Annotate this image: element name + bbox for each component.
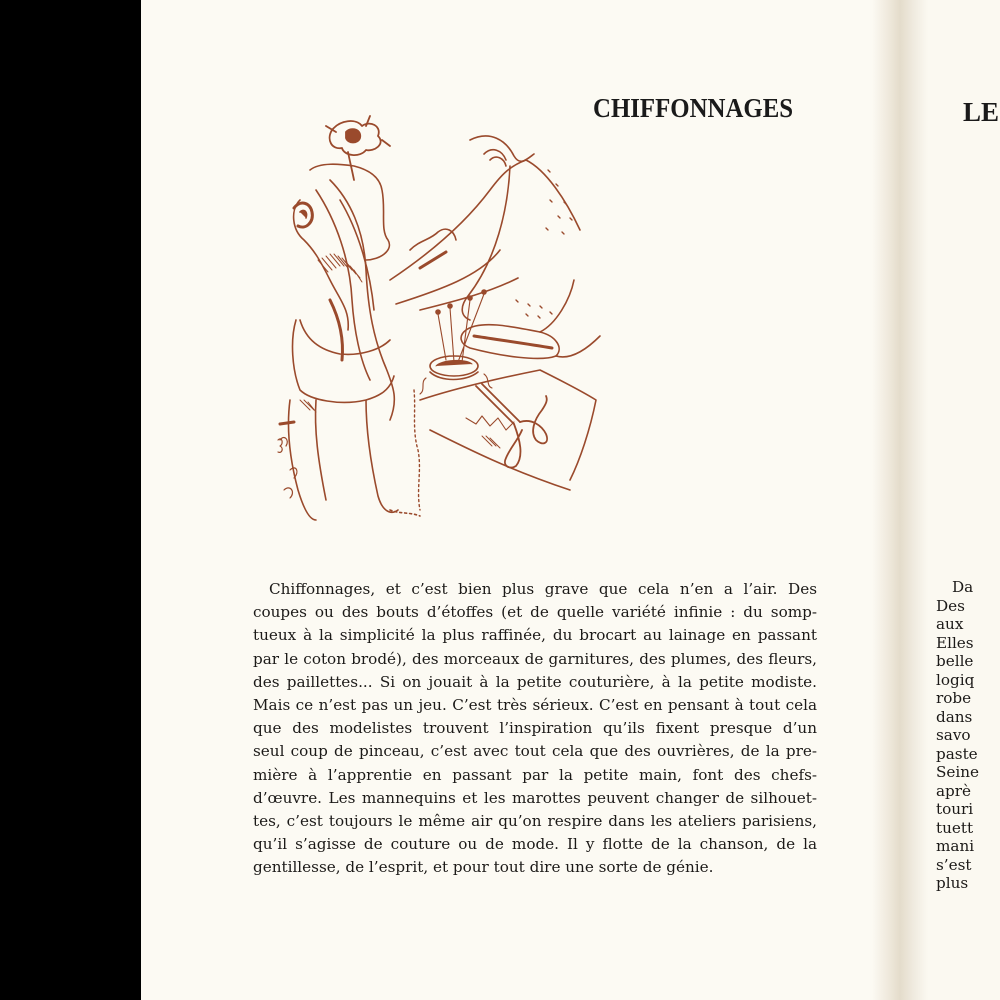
text-line: des paillettes... Si on jouait à la petite couturière, à la petite modiste. [253,672,817,691]
rose-icon [326,116,390,180]
text-line: gentillesse, de l’esprit, et pour tout dire une sorte de génie. [253,858,714,877]
text-line: Mais ce n’est pas un jeu. C’est très sérieux. C’est en pensant à tout cela [253,696,817,715]
chapter-title: CHIFFONNAGES [593,93,794,123]
book-gutter [872,0,928,1000]
text-line: mière à l’apprentie en passant par la petite main, font des chefs- [253,765,817,784]
fashion-illustration [270,100,610,530]
text-line: qu’il s’agisse de couture ou de mode. Il y flotte de la chanson, de la [253,835,817,854]
text-line: Elles [936,633,974,652]
scissors-icon [476,384,547,468]
text-line: aprè [936,781,972,800]
text-line: s’est [936,855,972,874]
text-line: Da [952,578,974,596]
text-line: coupes ou des bouts d’étoffes (et de quelle variété infinie : du somp- [253,603,817,622]
text-line: plus [936,874,969,892]
text-line: robe [936,689,972,707]
text-line: par le coton brodé), des morceaux de garnitures, des plumes, des fleurs, [253,649,817,668]
text-line: tes, c’est toujours le même air qu’on respire dans les ateliers parisiens, [253,812,817,831]
text-line: touri [936,800,974,818]
right-chapter-title: LE [963,97,1000,127]
text-line: logiq [936,670,975,689]
text-line: Des [936,596,965,615]
text-line: Seine [936,763,980,781]
background-strip [0,0,141,1000]
text-line: Chiffonnages, et c’est bien plus grave que cela n’en a l’air. Des [269,580,817,598]
text-line: seul coup de pinceau, c’est avec tout cela que des ouvrières, de la pre- [253,742,817,761]
text-line: aux [936,615,964,633]
text-line: tuett [936,818,974,837]
text-line: savo [936,726,971,744]
right-paragraph [936,578,979,893]
text-line: belle [936,652,974,670]
text-line: mani [936,837,975,855]
text-line: paste [936,744,978,763]
text-line: que des modelistes trouvent l’inspiration qu’ils fixent presque d’un [253,719,817,738]
text-line: d’œuvre. Les mannequins et les marottes peuvent changer de silhouet- [253,788,817,807]
body-paragraph [253,578,817,880]
right-page [928,0,1000,1000]
text-line: tueux à la simplicité la plus raffinée, du brocart au lainage en passant [253,626,817,645]
text-line: dans [936,707,973,726]
pincushion-icon [420,290,492,394]
